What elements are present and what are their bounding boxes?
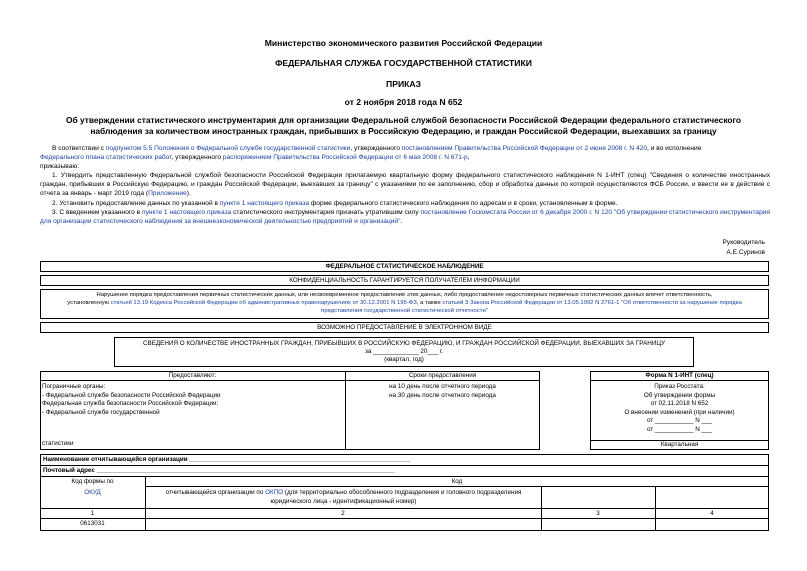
link-appendix[interactable]: Приложение <box>148 190 187 198</box>
col-submit: Предоставляют: <box>168 372 217 379</box>
info-title: СВЕДЕНИЯ О КОЛИЧЕСТВЕ ИНОСТРАННЫХ ГРАЖДАН, ПРИБЫВШИХ В РОССИЙСКУЮ ФЕДЕРАЦИЮ, И ГРАЖДАН РОССИЙСКОЙ ФЕДЕРАЦИИ, ВЫЕХАВШИХ ЗА ГРАНИЦУ <box>142 340 666 347</box>
item-2: 2. Установить предоставление данных по указанной в пункте 1 настоящего приказа форме федерального статистического наблюдения по адресам и в сроки, установленным в форме. <box>52 199 618 207</box>
col-num-3: 3 <box>596 510 600 517</box>
order-word: приказываю: <box>40 163 80 171</box>
org-name-field[interactable]: Наименование отчитывающейся организации _______________________________________________________________ <box>43 456 411 463</box>
link-item-1-b[interactable]: пункте 1 настоящего приказа <box>142 208 232 216</box>
confidential-label: КОНФИДЕНЦИАЛЬНОСТЬ ГАРАНТИРУЕТСЯ ПОЛУЧАТЕЛЕМ ИНФОРМАЦИИ <box>289 277 520 284</box>
link-item-1[interactable]: пункте 1 настоящего приказа <box>219 199 310 207</box>
col-deadline: Сроки предоставления <box>408 372 477 379</box>
code-label: Код <box>451 478 463 485</box>
document-type: ПРИКАЗ <box>386 79 421 89</box>
ministry-name: Министерство экономического развития Российской Федерации <box>264 38 543 48</box>
submit-stat: статистики <box>42 440 74 447</box>
col-num-2: 2 <box>341 510 345 517</box>
postal-address-field[interactable]: Почтовый адрес _____________________________________________________________________________________ <box>43 467 395 474</box>
code-form-label: Код формы по <box>71 478 114 485</box>
document-date: от 2 ноября 2018 года N 652 <box>344 97 463 107</box>
col-num-1: 1 <box>90 510 95 517</box>
link-okud[interactable]: ОКУД <box>84 489 101 496</box>
service-name: ФЕДЕРАЛЬНАЯ СЛУЖБА ГОСУДАРСТВЕННОЙ СТАТИСТИКИ <box>275 58 532 68</box>
period-line: за _____________ 20___ г. <box>365 348 443 355</box>
electronic-label: ВОЗМОЖНО ПРЕДОСТАВЛЕНИЕ В ЭЛЕКТРОННОМ ВИДЕ <box>317 324 492 331</box>
link-subparagraph-5-5[interactable]: подпунктом 5.5 Положения о Федеральной службе государственной статистики <box>105 145 351 152</box>
form-number: Форма N 1-ИНТ (спец) <box>645 372 714 379</box>
link-federal-plan[interactable]: Федерального плана статистических работ <box>40 154 172 162</box>
code-desc: отчитывающейся организации по ОКПО (для территориально обособленного подразделения и головного подразделения юридического лица - идентификационный номер) <box>165 489 522 505</box>
okud-link <box>40 489 145 498</box>
preamble: В соответствии с подпунктом 5.5 Положения о Федеральной службе государственной статистики, утвержденного постановлением Правительства Российской Федерации от 2 июня 2008 г. N 420, и во исполнение <box>52 145 702 152</box>
link-goskomstat-120[interactable]: постановление Госкомстата России от 6 декабря 2000 г. N 120 "Об утверждении статистического инструментария для организации статистического наблюдения за внешнеэкономической деятельностью предприятий и организаций" <box>40 208 770 225</box>
signature-block <box>723 238 765 258</box>
preamble-cont: Федерального плана статистических работ, утвержденного распоряжением Правительства Российской Федерации от 6 мая 2008 г. N 671-р, <box>40 154 470 162</box>
item-1: 1. Утвердить представленную Федеральной службой безопасности Российской Федерации прилагаемую квартальную форму федерального статистического наблюдения N 1-ИНТ (спец) "Сведения о количестве иностранных граждан, прибывших в Российскую Федерацию, и граждан Российской Федерации, выехавших за границу" с указаниями по ее заполнению, сбор и обработка данных по которой осуществляются ФСБ России, и ввести ее в действие с отчета за январь - март 2019 года (Приложение). <box>40 172 770 198</box>
period-hint: (квартал, год) <box>384 356 424 363</box>
violation-text: Нарушение порядка предоставления первичных статистических данных, или несвоевременное предоставление этих данных, либо предоставление недостоверных первичных статистических данных влечет ответственность, установленную статьей 13.19 Кодекса Российской Федерации об административных правонарушениях от 30.12.2001 N 195-ФЗ, а также статьей 3 Закона Российской Федерации от 13.05.1992 N 2761-1 "Об ответственности за нарушение порядка представления государственной статистической отчетности" <box>67 292 742 314</box>
link-okpo[interactable]: ОКПО <box>265 489 284 496</box>
link-law-2761-1[interactable]: статьей 3 Закона Российской Федерации от 13.05.1992 N 2761-1 "Об ответственности за нарушение порядка представления государственной статистической отчетности" <box>321 299 742 314</box>
link-government-decree-420[interactable]: постановлением Правительства Российской Федерации от 2 июня 2008 г. N 420 <box>401 145 648 152</box>
okud-code: 0613031 <box>80 520 105 527</box>
link-koap-13-19[interactable]: статьей 13.19 Кодекса Российской Федерации об административных правонарушениях от 30.12.2001 N 195-ФЗ <box>110 299 417 306</box>
quarterly-label: Квартальная <box>660 441 699 448</box>
deadline-1: на 10 день после отчетного периода <box>389 383 496 390</box>
submit-list: Пограничные органы: - Федеральной службе безопасности Российской Федерации Федеральная служба безопасности Российской Федерации: - Федеральной службе государственной <box>42 383 221 416</box>
signature-role: Руководитель <box>722 239 765 246</box>
document-title: Об утверждении статистического инструментария для организации Федеральной службой безопасности Российской Федерации федерального статистического наблюдения за количеством иностранных граждан, прибывших в Российскую Федерацию, и граждан Российской Федерации, выехавших за границу <box>65 115 742 136</box>
link-government-order-671[interactable]: распоряжением Правительства Российской Федерации от 6 мая 2008 г. N 671-р <box>222 154 468 162</box>
item-3: 3. С введением указанного в пункте 1 настоящего приказа статистического инструментария признать утратившим силу постановление Госкомстата России от 6 декабря 2000 г. N 120 "Об утверждении статистического инструментария для организации статистического наблюдения за внешнеэкономической деятельностью предприятий и организаций". <box>40 208 770 225</box>
col-num-4: 4 <box>710 510 714 517</box>
form-order-info: Приказ Росстата: Об утверждении формы от 02.11.2018 N 652 О внесении изменений (при наличии) от ___________ N ___ от ___________ N ___ <box>624 383 735 433</box>
signature-name: А.Е.Суринов <box>726 248 765 256</box>
observation-label: ФЕДЕРАЛЬНОЕ СТАТИСТИЧЕСКОЕ НАБЛЮДЕНИЕ <box>325 263 484 270</box>
document-body <box>40 144 770 226</box>
deadline-2: на 30 день после отчетного периода <box>389 392 496 399</box>
